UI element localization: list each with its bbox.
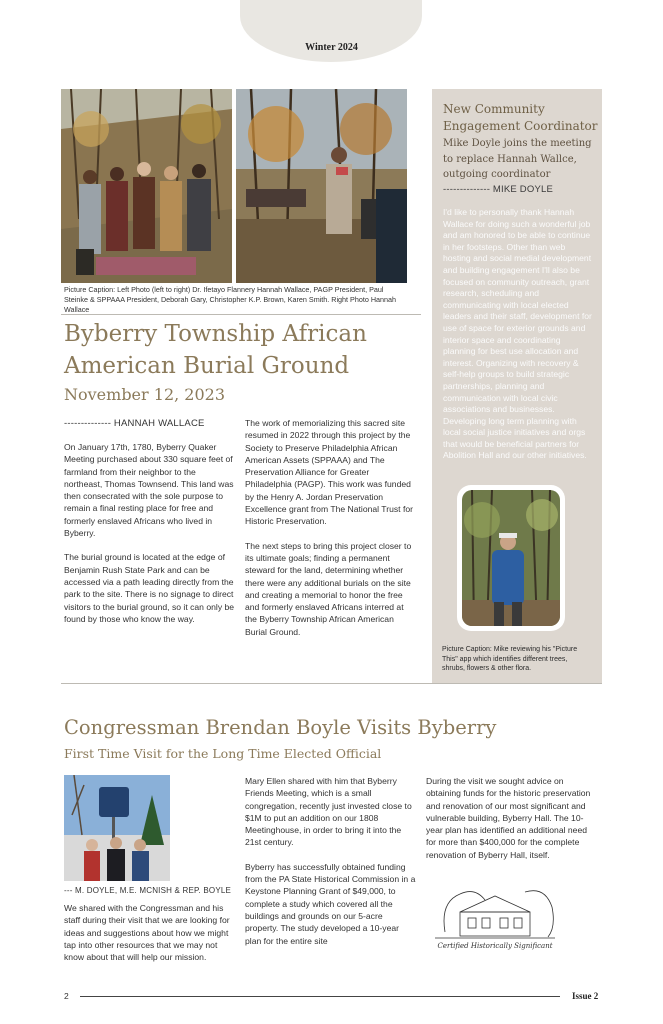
boyle-title: Congressman Brendan Boyle Visits Byberry bbox=[64, 716, 497, 739]
burial-photo-caption: Picture Caption: Left Photo (left to right) Dr. Ifetayo Flannery Hannah Wallace, PAGP President, Paul Steinke & SPPAAA President, Deborah Gary, Christopher K.P. Brown, Karen Smith. Right Photo Hannah Wallace bbox=[64, 285, 396, 314]
boyle-column-3 bbox=[426, 775, 598, 873]
sidebar-photo bbox=[462, 490, 560, 626]
group-photo-image bbox=[61, 89, 232, 283]
byberry-hall-sketch bbox=[430, 882, 560, 960]
sketch-caption: Certified Historically Significant bbox=[437, 942, 553, 950]
paragraph: The next steps to bring this project closer to its ultimate goals; finding a permanent steward for the land, determining whether there were any additional burials on the site and creating a memorial to honor the free and formerly enslaved Africans interred at the Byberry Township African American Burial Ground. bbox=[245, 540, 412, 637]
burial-photo-left bbox=[61, 89, 232, 283]
sidebar-photo-caption: Picture Caption: Mike reviewing his "Picture This" app which identifies different trees, shrubs, flowers & other flora. bbox=[442, 646, 578, 672]
issue-season: Winter 2024 bbox=[305, 42, 358, 53]
sidebar-photo-frame bbox=[457, 485, 565, 631]
issue-number: Issue 2 bbox=[572, 991, 599, 1001]
paragraph: On January 17th, 1780, Byberry Quaker Meeting purchased about 330 square feet of farmland from their neighbor to the northeast, Thomas Townsend. This land was then consecrated with the sole purpose to remain a final resting place for free and formerly enslaved Africans who lived in Byberry. bbox=[64, 442, 234, 539]
sidebar-subtitle: Mike Doyle joins the meeting to replace Hannah Wallce, outgoing coordinator bbox=[443, 138, 592, 180]
mike-photo-image bbox=[462, 490, 560, 626]
paragraph: The work of memorializing this sacred site resumed in 2022 through this project by the Society to Preserve Philadelphia African American Assets (SPPAAA) and The Preservation Alliance for Greater Philadelphia (PAGP). This work was funded by the Henry A. Jordan Preservation Excellence grant from The National Trust for Historic Preservation. bbox=[245, 418, 413, 527]
page-number: 2 bbox=[64, 991, 69, 1001]
byberry-hall-sketch-image bbox=[430, 882, 560, 960]
burial-column-1 bbox=[64, 441, 236, 637]
burial-byline: -------------- HANNAH WALLACE bbox=[64, 418, 205, 429]
paragraph: During the visit we sought advice on obtaining funds for the historic preservation and renovation of our most significant and vulnerable building, Byberry Hall. The 10-year plan has identified an additional need for more than $400,000 for the complete renovation of Byberry Hall, itself. bbox=[426, 776, 591, 860]
paragraph: Byberry has successfully obtained funding from the PA State Historical Commission in a Keystone Planning Grant of $49,000, to complete a study which covered all the buildings and grounds on our 5-acre property. The study developed a 10-year plan for the entire site bbox=[245, 861, 416, 946]
burial-photo-right bbox=[236, 89, 407, 283]
sidebar-title: New Community Engagement Coordinator bbox=[443, 102, 598, 133]
paragraph: Mary Ellen shared with him that Byberry Friends Meeting, which is a small congregation, recently just invested close to $1M to put an addition on our 1808 Meetinghouse, in order to bring it into the 21st century. bbox=[245, 776, 412, 848]
speaker-photo-image bbox=[236, 89, 407, 283]
boyle-subtitle: First Time Visit for the Long Time Elected Official bbox=[64, 746, 382, 761]
boyle-photo bbox=[64, 775, 170, 881]
section-divider bbox=[61, 683, 602, 684]
boyle-column-2 bbox=[245, 775, 417, 959]
sidebar-byline: -------------- MIKE DOYLE bbox=[443, 184, 554, 195]
sidebar-body: I'd like to personally thank Hannah Wallace for doing such a wonderful job and am honored to be able to continue in her footsteps. Other than web hosting and social medial development and building engagement I'll also be focused on community outreach, grant research, scheduling and communicating with local elected leaders and their staff, development for use of space for exterior grounds and interior space and coordinating planning for best use allocation and interest. Organizing with recovery & self-help groups to build strategic partnerships, planning and communication with local civic associations and businesses. Developing long term planning with local social justice initiatives and orgs that would be beneficial partners for Abolition Hall and our other initiatives. bbox=[443, 207, 592, 461]
boyle-byline: --- M. DOYLE, M.E. MCNISH & REP. BOYLE bbox=[64, 886, 232, 895]
boyle-column-1 bbox=[64, 902, 236, 975]
footer-rule bbox=[80, 996, 560, 997]
burial-date: November 12, 2023 bbox=[64, 385, 226, 404]
caption-divider bbox=[61, 314, 421, 315]
burial-column-2 bbox=[245, 417, 417, 650]
paragraph: We shared with the Congressman and his staff during their visit that we are looking for ideas and suggestions about how we might tap into other resources that we may not know about that will help our mission. bbox=[64, 903, 230, 963]
burial-title: Byberry Township African American Burial Ground bbox=[64, 321, 367, 379]
paragraph: The burial ground is located at the edge of Benjamin Rush State Park and can be accessed via a path leading directly from the park to the site. There is no signage to direct visitors to the burial ground, so it can only be found by those who know the way. bbox=[64, 552, 235, 624]
boyle-photo-image bbox=[64, 775, 170, 881]
